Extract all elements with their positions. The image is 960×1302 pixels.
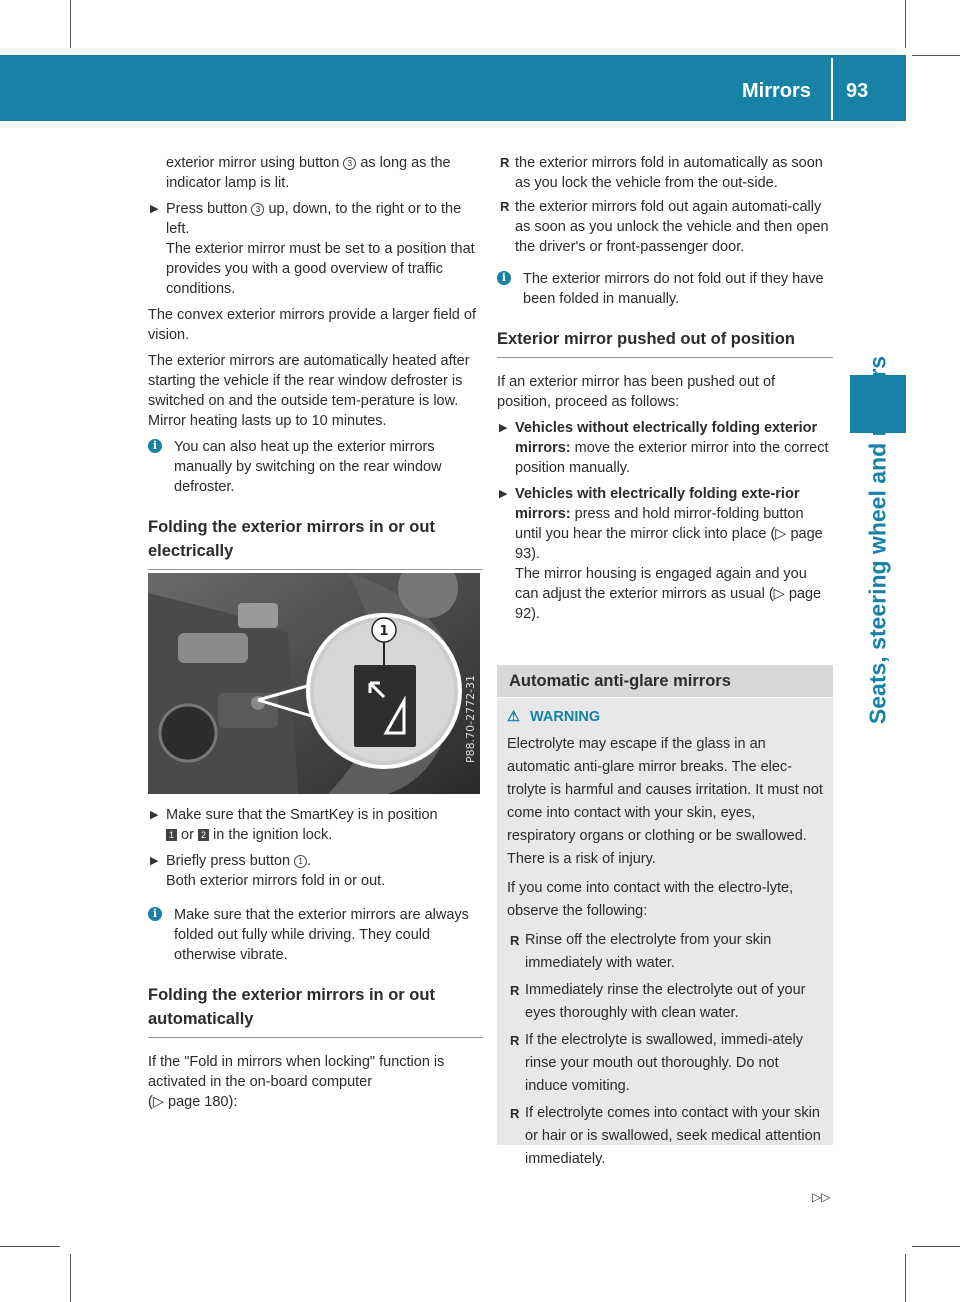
- paragraph: exterior mirror using button 3 as long as the indicator lamp is lit.: [166, 155, 451, 191]
- button-ref: 3: [343, 157, 356, 170]
- figure-code: P88.70-2772-31: [464, 674, 477, 763]
- warning-text: Electrolyte may escape if the glass in an automatic anti-glare mirror breaks. The elec-trolyte is harmful and causes irritation. It must not come into contact with your skin, eyes, respiratory organs or clothing or be swallowed. There is a risk of injury.: [507, 736, 823, 867]
- button-ref: 3: [251, 203, 264, 216]
- arrow-icon: ▶: [150, 855, 159, 867]
- paragraph: The exterior mirrors are automatically heated after starting the vehicle if the rear window defroster is switched on and the outside tem-perature is low. Mirror heating lasts up to 10 minutes.: [148, 353, 470, 429]
- instruction-step: ▶ Press button 3 up, down, to the right or to the left. The exterior mirror must be set to a position that provides you with a good overview of traffic conditions.: [150, 201, 475, 297]
- figure-door-panel: [148, 573, 480, 794]
- crop-mark: [0, 1246, 60, 1247]
- left-column: [148, 153, 483, 584]
- paragraph: If the "Fold in mirrors when locking" function is activated in the on-board computer (▷ page 180):: [148, 1054, 445, 1110]
- paragraph: The convex exterior mirrors provide a larger field of vision.: [148, 307, 476, 343]
- info-icon: i: [148, 907, 162, 921]
- crop-mark: [905, 1254, 906, 1302]
- crop-mark: [912, 1246, 960, 1247]
- side-tab-label: Seats, steering wheel and mirrors: [864, 355, 891, 725]
- right-column: [497, 153, 833, 630]
- bullet-item: R the exterior mirrors fold out again automati-cally as soon as you unlock the vehicle and then open the driver's or front-passenger door.: [500, 199, 829, 255]
- warning-bullet: R If the electrolyte is swallowed, immedi-ately rinse your mouth out thoroughly. Do not induce vomiting.: [510, 1032, 804, 1094]
- paragraph: If an exterior mirror has been pushed out of position, proceed as follows:: [497, 374, 776, 410]
- continue-marker: ▷▷: [812, 1190, 831, 1204]
- warning-box: [497, 698, 833, 1167]
- crop-mark: [912, 55, 960, 56]
- section-heading: Folding the exterior mirrors in or out electrically: [148, 515, 483, 570]
- warning-bullet: R If electrolyte comes into contact with your skin or hair or is swallowed, seek medical attention immediately.: [510, 1105, 821, 1167]
- warning-text: If you come into contact with the electro-lyte, observe the following:: [507, 880, 794, 919]
- key-position: 1: [166, 829, 177, 841]
- figure-callout: 1: [379, 624, 389, 639]
- key-position: 2: [198, 829, 209, 841]
- instruction-step: ▶ Briefly press button 1 . Both exterior mirrors fold in or out.: [150, 853, 386, 889]
- warning-title: ⚠ WARNING: [507, 709, 601, 725]
- info-icon: i: [148, 439, 162, 453]
- instruction-step: ▶ Vehicles with electrically folding exte-rior mirrors: press and hold mirror-folding button until you hear the mirror click into place (▷ page 93). The mirror housing is engaged again and you can adjust the exterior mirrors as usual (▷ page 92).: [499, 486, 823, 622]
- arrow-icon: ▶: [499, 422, 508, 434]
- button-ref: 1: [294, 855, 307, 868]
- crop-mark: [70, 0, 71, 48]
- section-heading: Folding the exterior mirrors in or out automatically: [148, 983, 483, 1038]
- page-number: 93: [846, 80, 869, 102]
- section-title-bar: Automatic anti-glare mirrors: [497, 665, 833, 697]
- chapter-title: Mirrors: [742, 80, 811, 102]
- door-panel-illustration: [148, 573, 480, 794]
- info-note: i You can also heat up the exterior mirrors manually by switching on the rear window defroster.: [148, 437, 483, 497]
- info-icon: i: [497, 271, 511, 285]
- info-note: i The exterior mirrors do not fold out if they have been folded in manually.: [497, 269, 833, 309]
- arrow-icon: ▶: [150, 203, 159, 215]
- crop-mark: [905, 0, 906, 48]
- warning-icon: ⚠: [507, 709, 520, 725]
- warning-bullet: R Immediately rinse the electrolyte out of your eyes thoroughly with clean water.: [510, 982, 806, 1021]
- info-note: i Make sure that the exterior mirrors are always folded out fully while driving. They could otherwise vibrate.: [148, 905, 483, 965]
- instruction-step: ▶ Make sure that the SmartKey is in position 1 or 2 in the ignition lock.: [150, 807, 438, 843]
- arrow-icon: ▶: [150, 809, 159, 821]
- crop-mark: [70, 1254, 71, 1302]
- warning-bullet: R Rinse off the electrolyte from your skin immediately with water.: [510, 932, 772, 971]
- instruction-step: ▶ Vehicles without electrically folding exterior mirrors: move the exterior mirror into the correct position manually.: [499, 420, 829, 476]
- section-heading: Exterior mirror pushed out of position: [497, 327, 833, 358]
- header-divider: [831, 58, 833, 120]
- arrow-icon: ▶: [499, 488, 508, 500]
- bullet-item: R the exterior mirrors fold in automatically as soon as you lock the vehicle from the out-side.: [500, 155, 823, 191]
- left-column-lower: [148, 805, 483, 1118]
